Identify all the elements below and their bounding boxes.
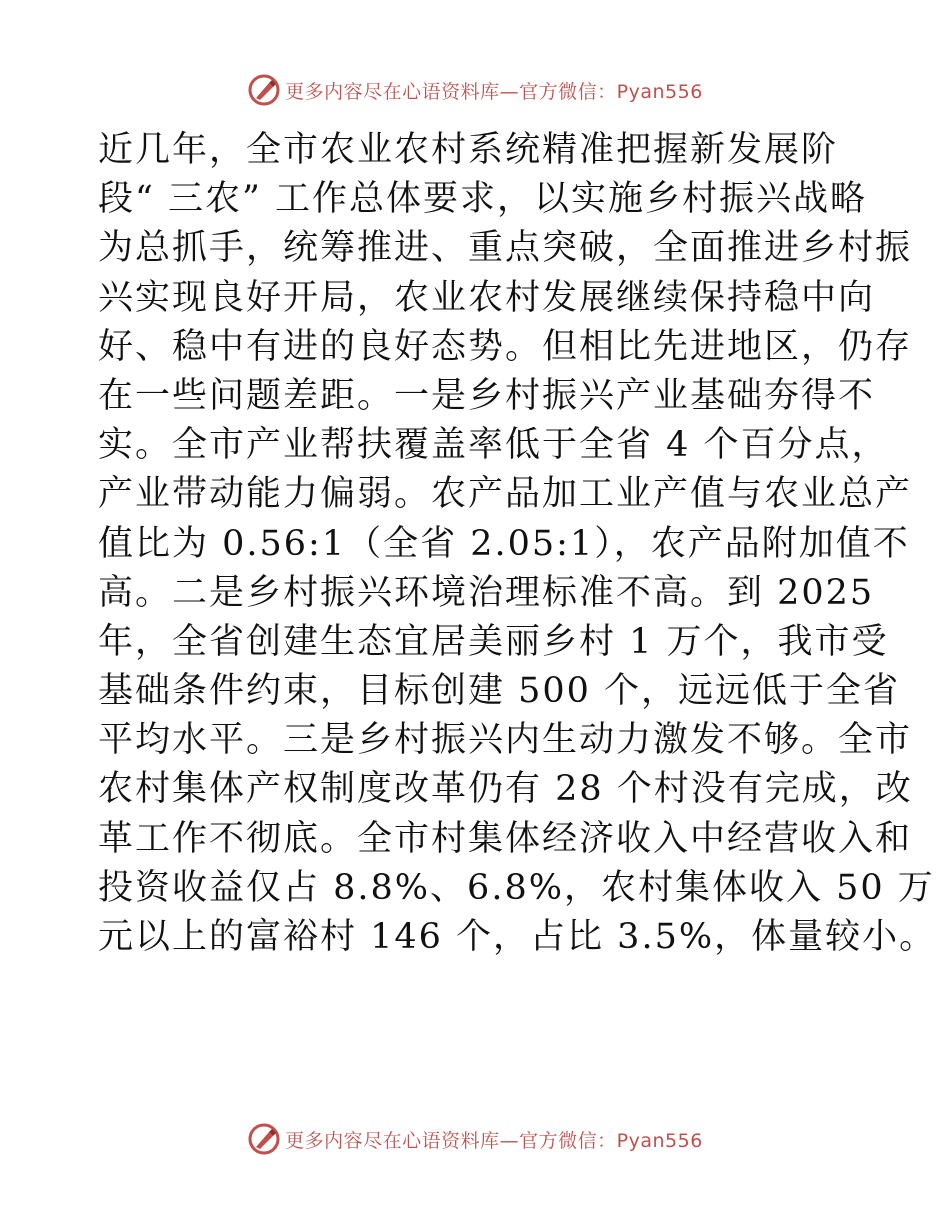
text-line: 投资收益仅占 8.8%、6.8%，农村集体收入 50 万	[98, 867, 935, 908]
text-line: 值比为 0.56:1（全省 2.05:1），农产品附加值不	[98, 523, 910, 564]
text-line: 基础条件约束，目标创建 500 个，远远低于全省	[98, 671, 901, 712]
text-line: 年，全省创建生态宜居美丽乡村 1 万个，我市受	[98, 621, 889, 662]
watermark-text: 更多内容尽在心语资料库—官方微信：Pyan556	[285, 1129, 703, 1152]
text-line: 革工作不彻底。全市村集体经济收入中经营收入和	[98, 818, 913, 859]
text-line: 平均水平。三是乡村振兴内生动力激发不够。全市	[98, 720, 913, 761]
text-line: 好、稳中有进的良好态势。但相比先进地区，仍存	[98, 326, 913, 367]
text-line: 为总抓手，统筹推进、重点突破，全面推进乡村振	[98, 228, 913, 269]
text-line: 兴实现良好开局，农业农村发展继续保持稳中向	[98, 277, 876, 318]
header-watermark-banner	[0, 70, 950, 110]
pen-nib-circle-icon	[247, 1122, 281, 1156]
text-line: 元以上的富裕村 146 个，占比 3.5%，体量较小。	[98, 917, 937, 957]
text-line: 实。全市产业帮扶覆盖率低于全省 4 个百分点，	[98, 425, 889, 466]
wechat-id: Pyan556	[616, 80, 703, 103]
text-line: 段“ 三农” 工作总体要求，以实施乡村振兴战略	[98, 179, 868, 220]
text-line: 产业带动能力偏弱。农产品加工业产值与农业总产	[98, 474, 913, 515]
wechat-id: Pyan556	[616, 1129, 703, 1152]
watermark-text: 更多内容尽在心语资料库—官方微信：Pyan556	[285, 80, 703, 103]
footer-watermark-banner	[0, 1119, 950, 1159]
text-line: 农村集体产权制度改革仍有 28 个村没有完成，改	[98, 769, 913, 810]
text-line: 近几年，全市农业农村系统精准把握新发展阶	[98, 130, 839, 170]
document-body	[98, 126, 937, 962]
pen-nib-circle-icon	[247, 73, 281, 107]
text-line: 在一些问题差距。一是乡村振兴产业基础夯得不	[98, 375, 876, 416]
text-line: 高。二是乡村振兴环境治理标准不高。到 2025	[98, 572, 875, 613]
